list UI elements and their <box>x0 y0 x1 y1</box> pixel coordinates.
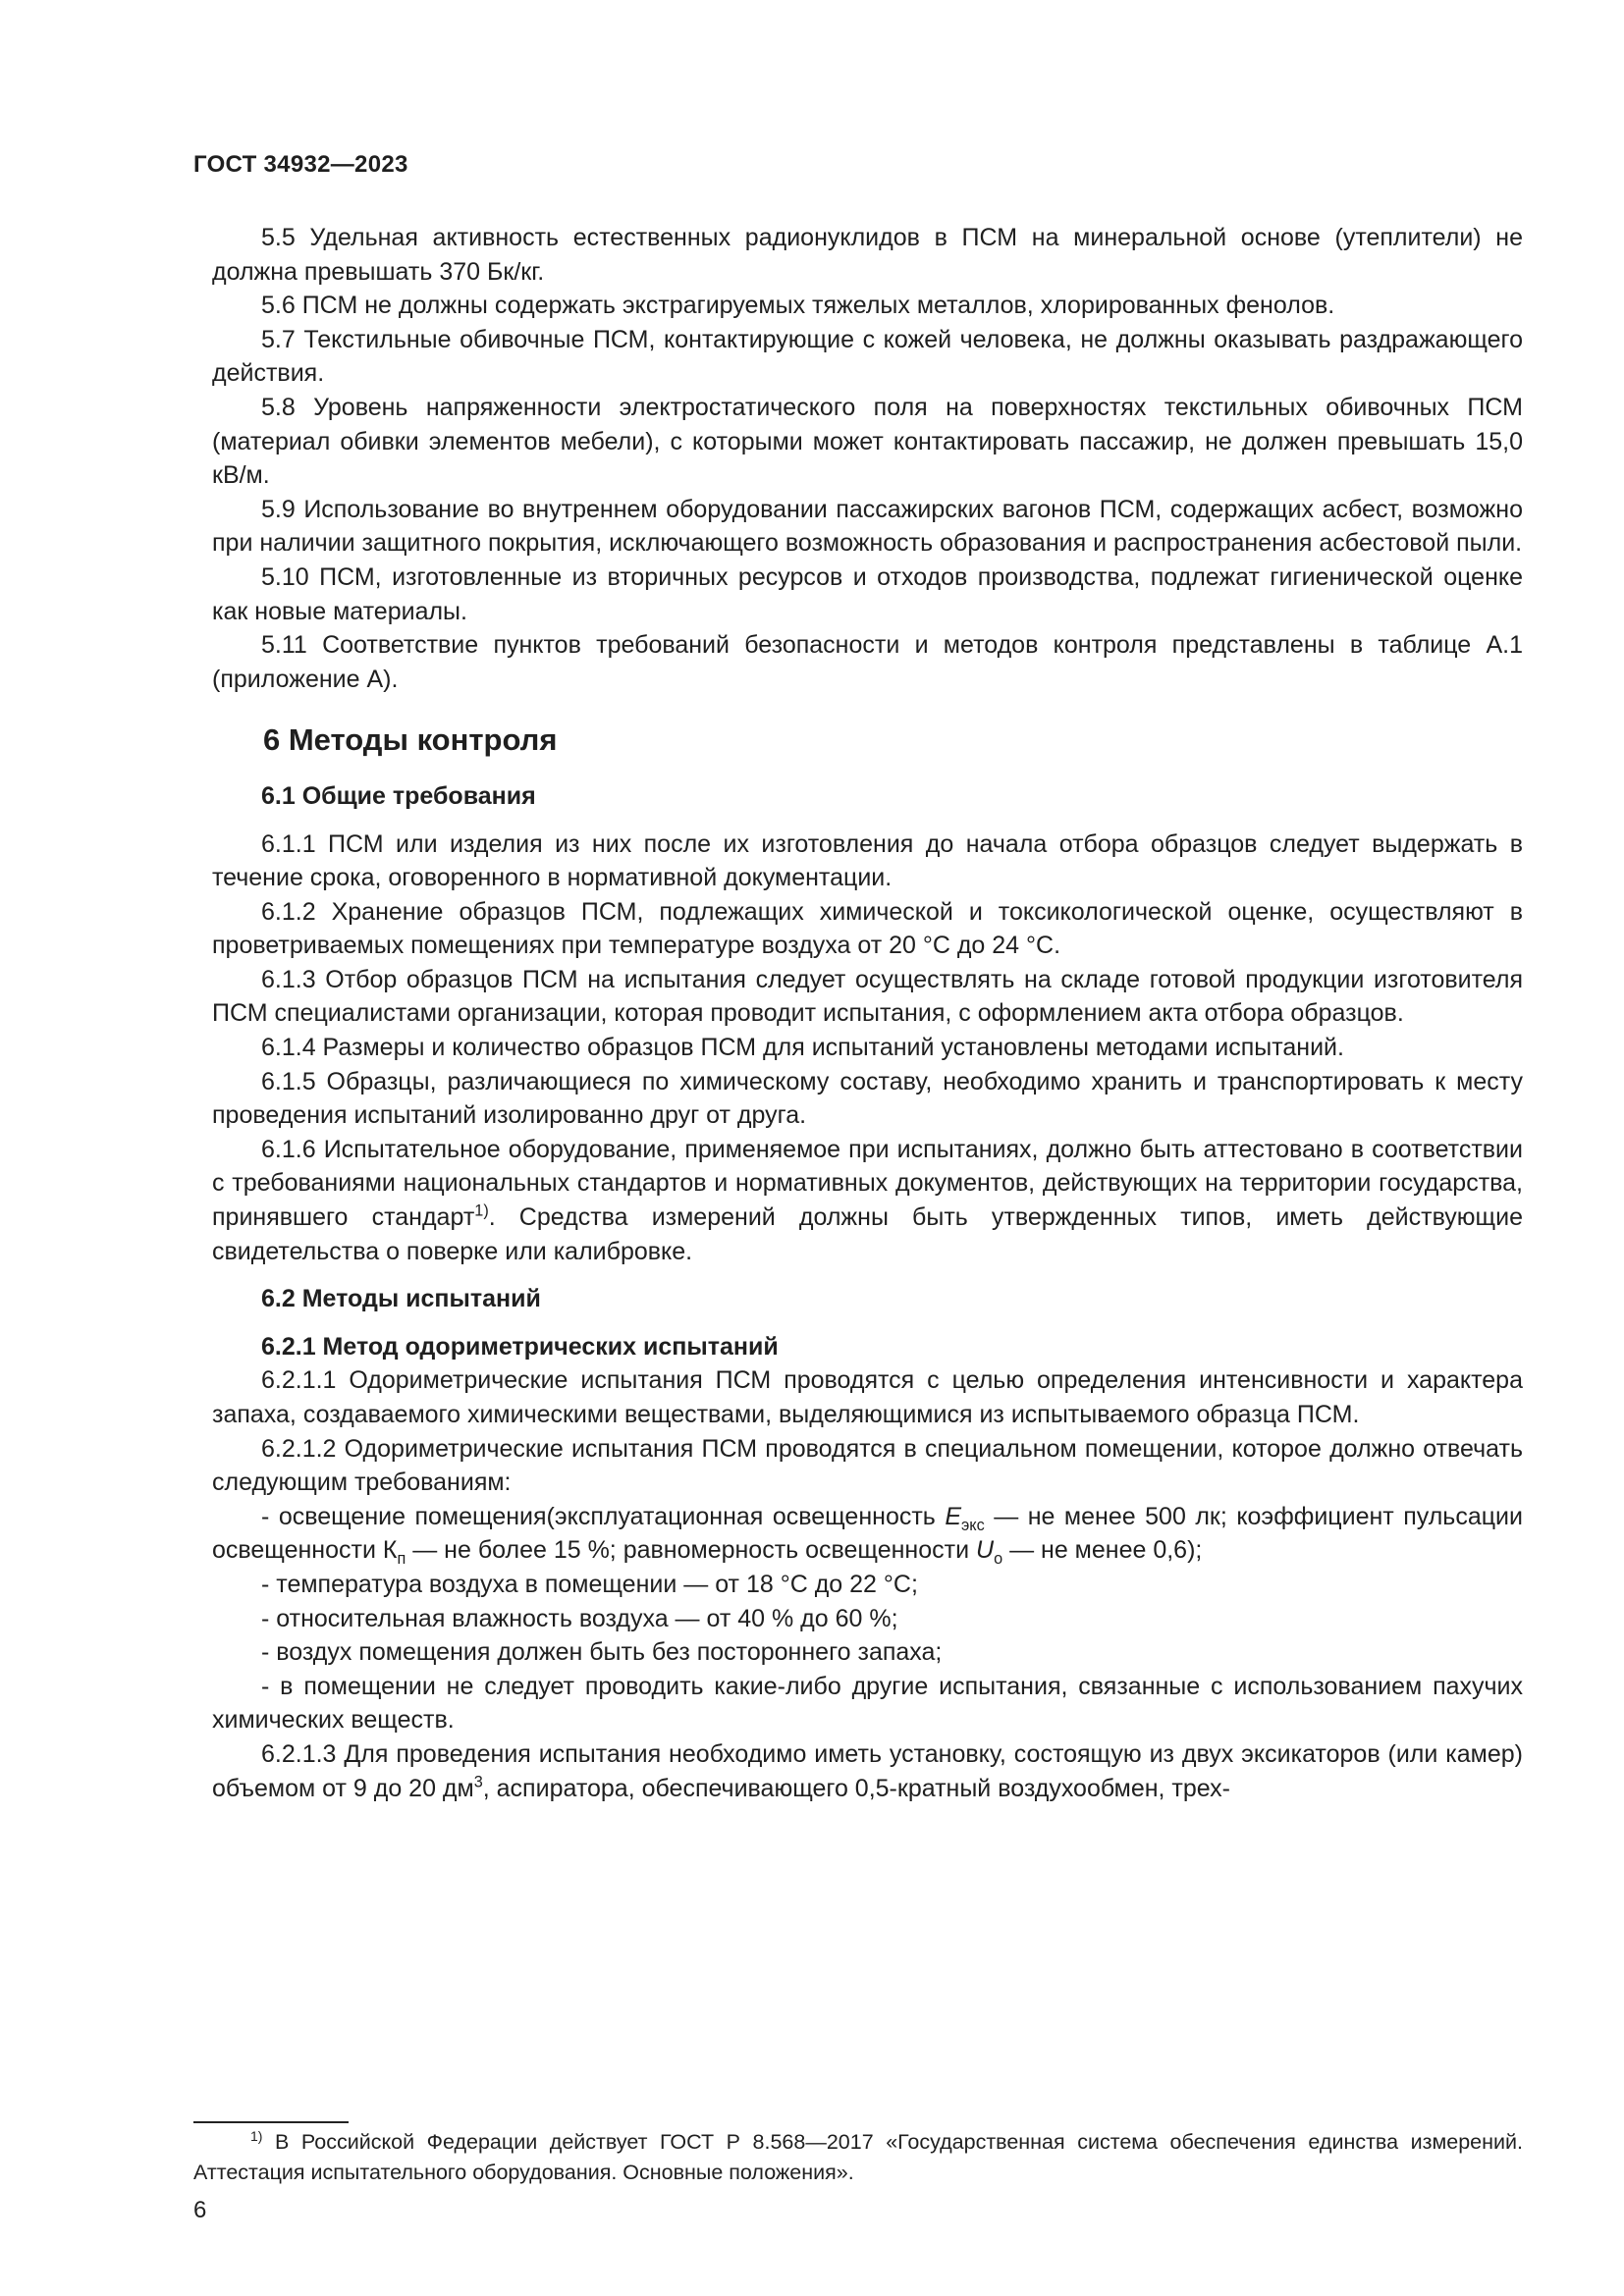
list-item-temperature: - температура воздуха в помещении — от 18 °С до 22 °С; <box>261 1570 918 1598</box>
list-item-no-other-tests: - в помещении не следует проводить какие-либо другие испытания, связанные с использованием пахучих химических веществ. <box>212 1672 1523 1735</box>
paragraph-5-7: 5.7 Текстильные обивочные ПСМ, контактирующие с кожей человека, не должны оказывать раздражающего действия. <box>212 325 1523 388</box>
footnote-text: В Российской Федерации действует ГОСТ Р 8.568—2017 «Государственная система обеспечения единства измерений. Аттестация испытательного оборудования. Основные положения». <box>193 2130 1523 2184</box>
list-item-air: - воздух помещения должен быть без постороннего запаха; <box>261 1638 943 1667</box>
paragraph-6-1-6-text-a: 6.1.6 Испытательное оборудование, применяемое при испытаниях, должно быть аттестовано в соответствии с требованиями национальных стандартов и нормативных документов, действующих на территории государства, принявшего стандарт <box>212 1135 1523 1232</box>
paragraph-6-1-6 <box>212 1133 1523 1268</box>
paragraph-6-2-1-3 <box>212 1737 1523 1805</box>
section-6-2-1-heading: 6.2.1 Метод одориметрических испытаний <box>261 1332 779 1361</box>
paragraph-6-1-5: 6.1.5 Образцы, различающиеся по химическому составу, необходимо хранить и транспортировать к месту проведения испытаний изолированно друг от друга. <box>212 1067 1523 1130</box>
footnote <box>193 2127 1523 2188</box>
section-6-1-heading: 6.1 Общие требования <box>261 781 536 810</box>
document-header: ГОСТ 34932—2023 <box>193 151 408 178</box>
paragraph-6-2-1-1: 6.2.1.1 Одориметрические испытания ПСМ проводятся с целью определения интенсивности и характера запаха, создаваемого химическими веществами, выделяющимися из испытываемого образца ПСМ. <box>212 1366 1523 1428</box>
paragraph-6-1-2: 6.1.2 Хранение образцов ПСМ, подлежащих химической и токсикологической оценке, осуществляют в проветриваемых помещениях при температуре воздуха от 20 °С до 24 °С. <box>212 897 1523 960</box>
symbol-u-subscript: о <box>994 1550 1003 1569</box>
paragraph-5-8: 5.8 Уровень напряженности электростатического поля на поверхностях текстильных обивочных ПСМ (материал обивки элементов мебели), с которыми может контактировать пассажир, не должен превышать 15,0 кВ/м. <box>212 393 1523 490</box>
paragraph-6-2-1-2: 6.2.1.2 Одориметрические испытания ПСМ проводятся в специальном помещении, которое должно отвечать следующим требованиям: <box>212 1434 1523 1497</box>
section-6-2-heading: 6.2 Методы испытаний <box>261 1285 541 1313</box>
list-item-humidity: - относительная влажность воздуха — от 40 % до 60 %; <box>261 1604 898 1632</box>
list-item-lighting-text-b: — не менее 500 лк; коэффициент пульсации освещенности К <box>212 1502 1523 1565</box>
list-item-lighting-text-a: - освещение помещения(эксплуатационная освещенность <box>261 1502 946 1530</box>
paragraph-5-9: 5.9 Использование во внутреннем оборудовании пассажирских вагонов ПСМ, содержащих асбест, возможно при наличии защитного покрытия, исключающего возможность образования и распространения асбестовой пыли. <box>212 495 1523 558</box>
paragraph-5-6: 5.6 ПСМ не должны содержать экстрагируемых тяжелых металлов, хлорированных фенолов. <box>261 292 1335 320</box>
paragraph-5-11: 5.11 Соответствие пунктов требований безопасности и методов контроля представлены в таблице А.1 (приложение А). <box>212 631 1523 693</box>
main-content <box>212 221 1523 1805</box>
list-item-lighting <box>212 1500 1523 1568</box>
paragraph-6-1-3: 6.1.3 Отбор образцов ПСМ на испытания следует осуществлять на складе готовой продукции изготовителя ПСМ специалистами организации, которая проводит испытания, с оформлением акта отбора образцов. <box>212 965 1523 1028</box>
footnote-mark: 1) <box>250 2127 263 2144</box>
symbol-u: U <box>976 1536 995 1565</box>
footnote-divider <box>193 2121 349 2123</box>
page-number: 6 <box>193 2197 207 2223</box>
paragraph-6-1-1: 6.1.1 ПСМ или изделия из них после их изготовления до начала отбора образцов следует выдержать в течение срока, оговоренного в нормативной документации. <box>212 829 1523 892</box>
symbol-e-subscript: экс <box>961 1516 985 1534</box>
paragraph-6-2-1-3-text-a: 6.2.1.3 Для проведения испытания необходимо иметь установку, состоящую из двух эксикаторов (или камер) объемом от 9 до 20 дм <box>212 1739 1523 1802</box>
footnote-reference-mark: 1) <box>474 1201 489 1220</box>
paragraph-5-5: 5.5 Удельная активность естественных радионуклидов в ПСМ на минеральной основе (утеплители) не должна превышать 370 Бк/кг. <box>212 224 1523 286</box>
superscript-3: 3 <box>473 1773 483 1791</box>
section-6-heading: 6 Методы контроля <box>263 722 558 758</box>
paragraph-5-10: 5.10 ПСМ, изготовленные из вторичных ресурсов и отходов производства, подлежат гигиенической оценке как новые материалы. <box>212 562 1523 625</box>
list-item-lighting-text-c: — не более 15 %; равномерность освещенности <box>406 1536 977 1565</box>
paragraph-6-1-6-text-b: . Средства измерений должны быть утвержденных типов, иметь действующие свидетельства о поверке или калибровке. <box>212 1203 1523 1265</box>
paragraph-6-1-4: 6.1.4 Размеры и количество образцов ПСМ для испытаний установлены методами испытаний. <box>261 1034 1344 1062</box>
symbol-e: E <box>945 1502 962 1530</box>
paragraph-6-2-1-3-text-b: , аспиратора, обеспечивающего 0,5-кратный воздухообмен, трех- <box>482 1774 1230 1802</box>
symbol-k-subscript: п <box>397 1550 406 1569</box>
list-item-lighting-text-d: — не менее 0,6); <box>1002 1536 1203 1565</box>
